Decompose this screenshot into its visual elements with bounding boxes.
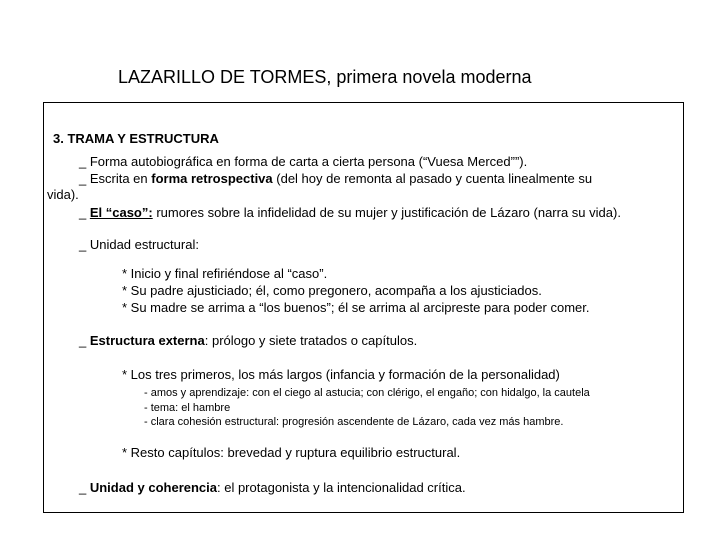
section-heading: 3. TRAMA Y ESTRUCTURA	[53, 131, 219, 146]
line-caso-bold: El “caso”:	[89, 205, 153, 220]
line-escrita	[79, 171, 592, 186]
line-caso-prefix: _	[79, 205, 90, 220]
page-title	[118, 67, 532, 88]
resto-capitulos: * Resto capítulos: brevedad y ruptura equilibrio estructural.	[122, 445, 461, 460]
line-coherencia-bold: Unidad y coherencia	[89, 480, 217, 495]
title-main: LAZARILLO DE TORMES,	[118, 67, 332, 87]
sub-item: - amos y aprendizaje: con el ciego al astucia; con clérigo, el engaño; con hidalgo, la cautela	[144, 387, 590, 399]
line-caso-rest: rumores sobre la infidelidad de su mujer y justificación de Lázaro (narra su vida).	[152, 205, 621, 220]
line-externa	[79, 333, 417, 348]
tres-primeros: * Los tres primeros, los más largos (infancia y formación de la personalidad)	[122, 367, 560, 382]
line-coherencia-rest: : el protagonista y la intencionalidad crítica.	[217, 480, 466, 495]
line-coherencia	[79, 480, 466, 495]
sub-item: - clara cohesión estructural: progresión ascendente de Lázaro, cada vez más hambre.	[144, 416, 564, 428]
line-externa-prefix: _	[79, 333, 90, 348]
sub-item: - tema: el hambre	[144, 402, 231, 414]
line-externa-bold: Estructura externa	[89, 333, 205, 348]
title-rest: primera novela moderna	[331, 67, 532, 87]
line-coherencia-prefix: _	[79, 480, 90, 495]
line-escrita-prefix: _ Escrita en	[79, 171, 152, 186]
line-unidad-estructural: _ Unidad estructural:	[79, 237, 199, 252]
line-escrita-bold: forma retrospectiva	[151, 171, 273, 186]
unidad-item: * Inicio y final refiriéndose al “caso”.	[122, 266, 328, 281]
line-escrita-wrap: vida).	[47, 187, 79, 202]
line-caso	[79, 205, 621, 220]
line-forma: _ Forma autobiográfica en forma de carta a cierta persona (“Vuesa Merced””).	[79, 154, 528, 169]
line-escrita-rest: (del hoy de remonta al pasado y cuenta linealmente su	[272, 171, 593, 186]
unidad-item: * Su padre ajusticiado; él, como pregonero, acompaña a los ajusticiados.	[122, 283, 542, 298]
unidad-item: * Su madre se arrima a “los buenos”; él se arrima al arcipreste para poder comer.	[122, 300, 590, 315]
line-externa-rest: : prólogo y siete tratados o capítulos.	[204, 333, 418, 348]
